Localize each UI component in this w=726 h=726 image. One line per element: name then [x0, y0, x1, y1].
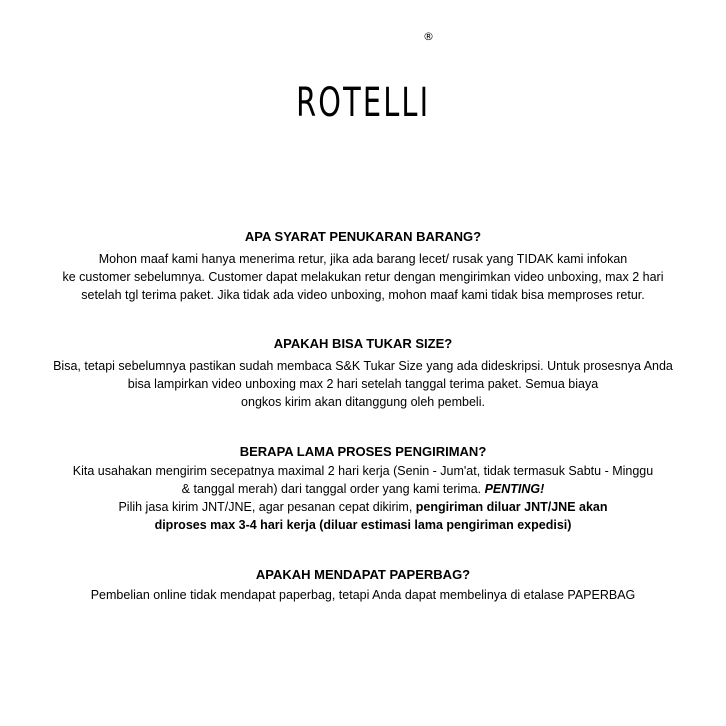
- important-note: PENTING!: [484, 482, 545, 496]
- brand-name: ROTELLI: [295, 80, 431, 126]
- answer-line: Mohon maaf kami hanya menerima retur, jika ada barang lecet/ rusak yang TIDAK kami infokan: [98, 252, 628, 266]
- answer-line: ke customer sebelumnya. Customer dapat melakukan retur dengan mengirimkan video unboxing, max 2 hari: [62, 270, 664, 284]
- answer-line: [0, 498, 726, 516]
- faq-paperbag: [0, 566, 726, 604]
- answer-line: bisa lampirkan video unboxing max 2 hari setelah tanggal terima paket. Semua biaya: [127, 377, 599, 391]
- answer-line: Pembelian online tidak mendapat paperbag, tetapi Anda dapat membelinya di etalase PAPERBAG: [90, 588, 636, 602]
- answer-text: & tanggal merah) dari tanggal order yang kami terima.: [181, 482, 485, 496]
- answer-bold-line: diproses max 3-4 hari kerja (diluar estimasi lama pengiriman expedisi): [154, 518, 572, 532]
- faq-shipping-time: [0, 443, 726, 534]
- answer-line: Kita usahakan mengirim secepatnya maximal 2 hari kerja (Senin - Jum'at, tidak termasuk Sabtu - Minggu: [72, 464, 654, 478]
- faq-question: APAKAH MENDAPAT PAPERBAG?: [255, 567, 471, 582]
- faq-answer: [0, 357, 726, 411]
- brand-logo: [0, 80, 726, 126]
- answer-line: ongkos kirim akan ditanggung oleh pembeli.: [241, 395, 485, 409]
- faq-return-policy: [0, 228, 726, 304]
- answer-bold-text: pengiriman diluar JNT/JNE akan: [415, 500, 608, 514]
- faq-size-exchange: [0, 335, 726, 411]
- faq-answer: [0, 462, 726, 534]
- answer-line: Bisa, tetapi sebelumnya pastikan sudah membaca S&K Tukar Size yang ada dideskripsi. Untuk prosesnya Anda: [53, 359, 673, 373]
- faq-question: APAKAH BISA TUKAR SIZE?: [273, 336, 453, 351]
- faq-answer: [0, 250, 726, 304]
- answer-line: setelah tgl terima paket. Jika tidak ada video unboxing, mohon maaf kami tidak bisa memproses retur.: [81, 288, 645, 302]
- registered-mark: ®: [423, 30, 434, 43]
- faq-question: APA SYARAT PENUKARAN BARANG?: [244, 229, 482, 244]
- answer-text: Pilih jasa kirim JNT/JNE, agar pesanan cepat dikirim,: [118, 500, 416, 514]
- faq-question: BERAPA LAMA PROSES PENGIRIMAN?: [239, 444, 487, 459]
- faq-answer: [0, 586, 726, 604]
- answer-line: [0, 480, 726, 498]
